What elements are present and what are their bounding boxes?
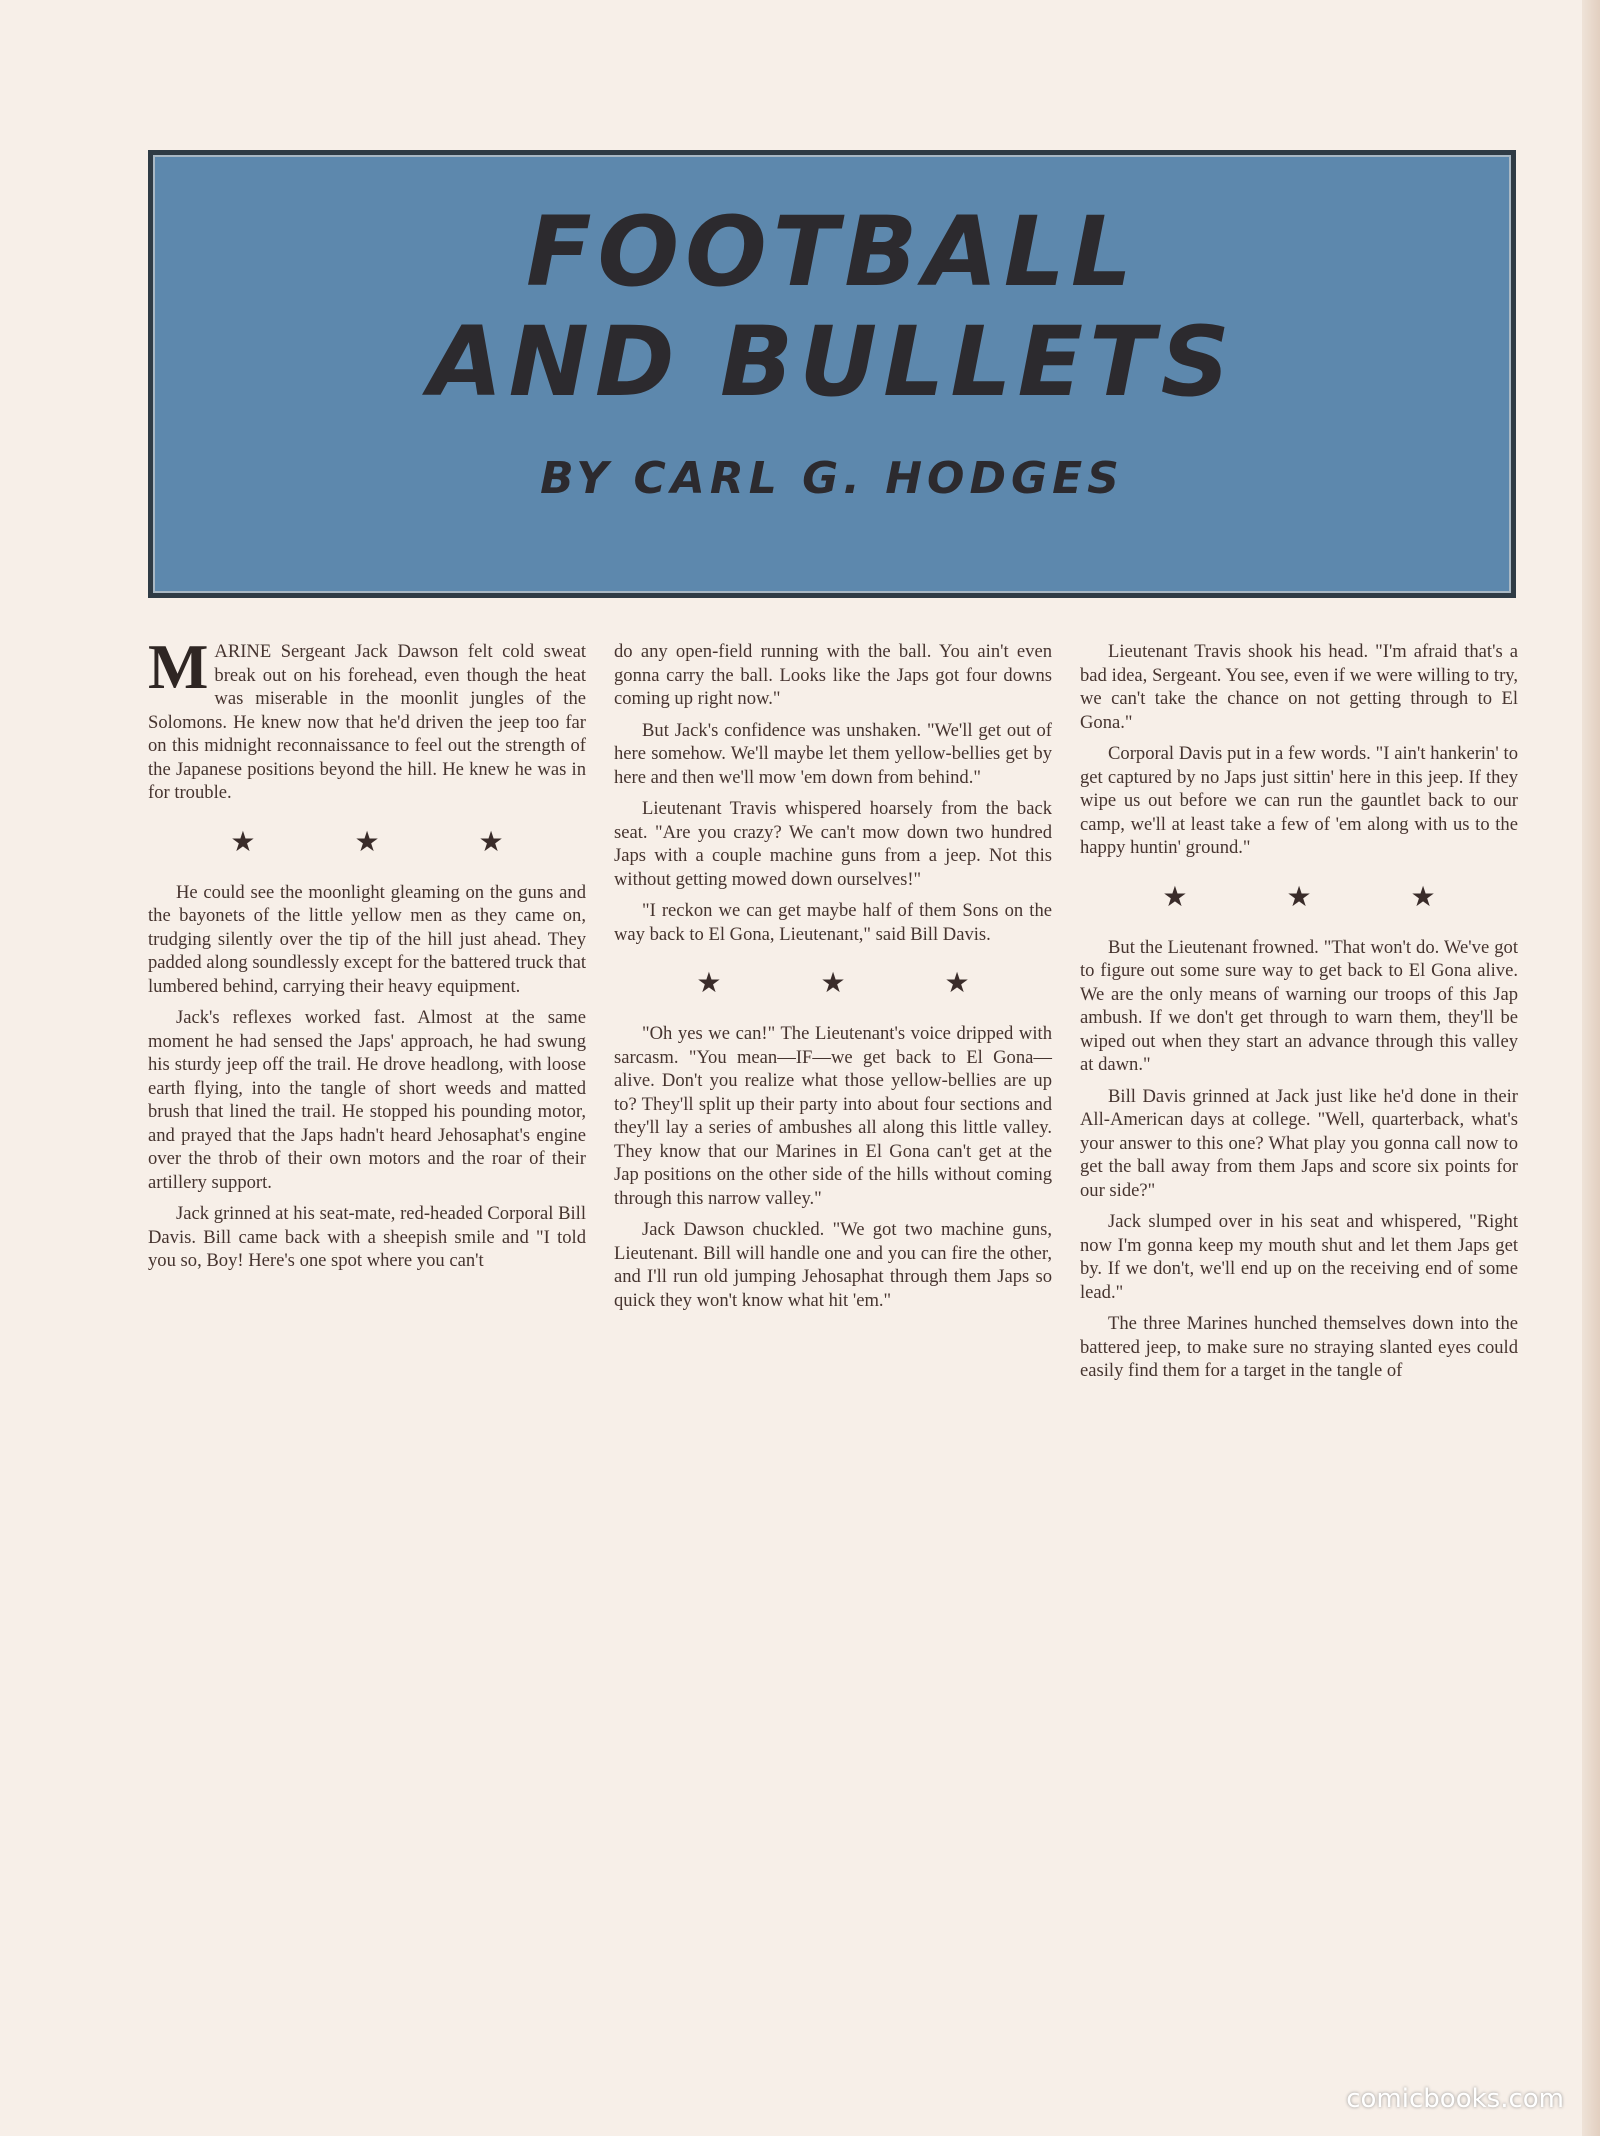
story-title-line-1: FOOTBALL bbox=[525, 196, 1139, 308]
article-paragraph bbox=[148, 881, 586, 999]
paragraph-text: But the Lieutenant frowned. "That won't do. We've got to figure out some sure way to get back to El Gona alive. We are the only means of warning our troops of this Jap ambush. If we don't get through to warn them, they'll be wiped out when they start an advance through this valley at dawn." bbox=[1080, 936, 1518, 1075]
article-paragraph bbox=[148, 1202, 586, 1273]
paragraph-text: "Oh yes we can!" The Lieutenant's voice dripped with sarcasm. "You mean—IF—we get back to El Gona—alive. Don't you realize what those yellow-bellies are up to? They'll split up their party into about four sections and they'll lay a series of ambushes all along this little valley. They know that our Marines in El Gona can't get at the Jap positions on the other side of the hills without coming through this narrow valley." bbox=[614, 1023, 1052, 1209]
paragraph-text: do any open-field running with the ball. You ain't even gonna carry the ball. Looks like the Japs got four downs coming up right now." bbox=[614, 641, 1052, 709]
story-byline: BY CARL G. HODGES bbox=[540, 453, 1124, 504]
section-break-stars: ★ ★ ★ bbox=[230, 826, 550, 858]
article-paragraph bbox=[1080, 742, 1518, 860]
article-paragraph bbox=[614, 797, 1052, 891]
article-paragraph bbox=[1080, 936, 1518, 1077]
article-paragraph bbox=[148, 1006, 586, 1194]
site-watermark: comicbooks.com bbox=[1346, 2084, 1564, 2114]
paragraph-text: Jack grinned at his seat-mate, red-headed Corporal Bill Davis. Bill came back with a sheepish smile and "I told you so, Boy! Here's one spot where you can't bbox=[148, 1203, 586, 1271]
section-break-stars: ★ ★ ★ bbox=[696, 968, 1016, 999]
article-paragraph bbox=[614, 719, 1052, 790]
article-column-1 bbox=[148, 631, 586, 1970]
section-break-stars: ★ ★ ★ bbox=[1162, 881, 1482, 913]
paragraph-text: Jack's reflexes worked fast. Almost at the same moment he had sensed the Japs' approach, he had swung his sturdy jeep off the trail. He drove headlong, with loose earth flying, into the tangle of short weeds and matted brush that lined the trail. He stopped his pounding motor, and prayed that the Japs hadn't heard Jehosaphat's engine over the throb of their own motors and the roar of their artillery support. bbox=[148, 1007, 586, 1193]
paragraph-text: Lieutenant Travis whispered hoarsely from the back seat. "Are you crazy? We can't mow down two hundred Japs with a couple machine guns from a jeep. Not this without getting mowed down ourselves!" bbox=[614, 798, 1052, 890]
article-column-3 bbox=[1080, 640, 1518, 1970]
article-paragraph bbox=[1080, 640, 1518, 734]
paragraph-text: Bill Davis grinned at Jack just like he'd done in their All-American days at college. "Well, quarterback, what's your answer to this one? What play you gonna call now to get the ball away from them Japs and score six points for our side?" bbox=[1080, 1085, 1518, 1201]
paragraph-text: The three Marines hunched themselves down into the battered jeep, to make sure no straying slanted eyes could easily find them for a target in the tangle of bbox=[1080, 1313, 1518, 1381]
article-paragraph bbox=[614, 899, 1052, 946]
article-paragraph bbox=[614, 1022, 1052, 1210]
article-paragraph bbox=[1080, 1312, 1518, 1383]
article-paragraph bbox=[1080, 1085, 1518, 1203]
article-paragraph bbox=[614, 640, 1052, 711]
article-paragraph bbox=[1080, 1210, 1518, 1304]
paragraph-text: Jack Dawson chuckled. "We got two machine guns, Lieutenant. Bill will handle one and you can fire the other, and I'll run old jumping Jehosaphat through them Japs so quick they won't know what hit 'em." bbox=[614, 1219, 1052, 1311]
story-title-line-2: AND BULLETS bbox=[428, 306, 1236, 418]
paragraph-text: Corporal Davis put in a few words. "I ain't hankerin' to get captured by no Japs just sittin' here in this jeep. If they wipe us out before we can run the gauntlet back to our camp, we'll at least take a few of 'em along with us to the happy huntin' ground." bbox=[1080, 743, 1518, 858]
article-paragraph bbox=[614, 1218, 1052, 1312]
drop-cap: M bbox=[148, 631, 209, 702]
article-columns bbox=[148, 631, 1518, 1970]
paragraph-text: Jack slumped over in his seat and whispered, "Right now I'm gonna keep my mouth shut and let them Japs get by. If we don't, we'll end up on the receiving end of some lead." bbox=[1080, 1211, 1518, 1303]
paragraph-text: ARINE Sergeant Jack Dawson felt cold sweat break out on his forehead, even though the heat was miserable in the moonlit jungles of the Solomons. He knew now that he'd driven the jeep too far on this midnight reconnaissance to feel out the strength of the Japanese positions beyond the hill. He knew he was in for trouble. bbox=[148, 641, 586, 803]
paragraph-text: But Jack's confidence was unshaken. "We'll get out of here somehow. We'll maybe let them yellow-bellies get by here and then we'll mow 'em down from behind." bbox=[614, 719, 1052, 788]
article-column-2 bbox=[614, 640, 1052, 1970]
title-panel bbox=[148, 150, 1516, 598]
article-paragraph bbox=[148, 631, 586, 805]
paragraph-text: Lieutenant Travis shook his head. "I'm afraid that's a bad idea, Sergeant. You see, even if we were willing to try, we can't take the chance on not getting through to El Gona." bbox=[1080, 641, 1518, 733]
paragraph-text: He could see the moonlight gleaming on the guns and the bayonets of the little yellow men as they came on, trudging silently over the tip of the hill just ahead. They padded along soundlessly except for the battered truck that lumbered behind, carrying their heavy equipment. bbox=[148, 881, 586, 997]
paragraph-text: "I reckon we can get maybe half of them Sons on the way back to El Gona, Lieutenant," said Bill Davis. bbox=[614, 900, 1052, 945]
page-edge bbox=[1582, 0, 1600, 2136]
